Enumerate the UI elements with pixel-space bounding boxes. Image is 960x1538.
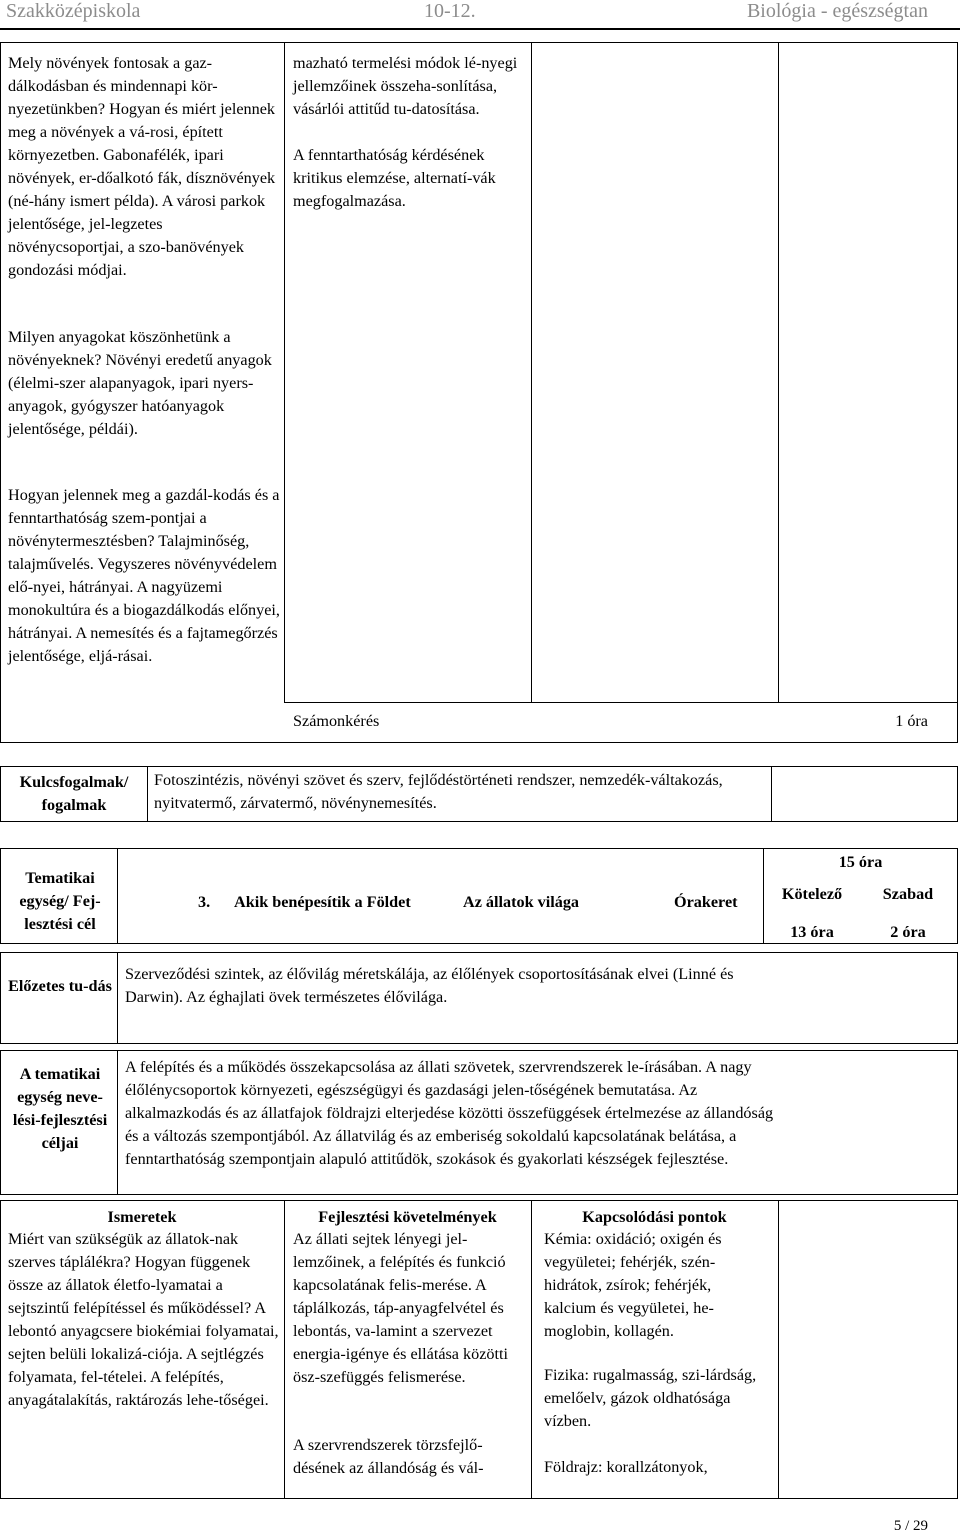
header-subject: Biológia - egészségtan [746,0,928,22]
celjai-text: A felépítés és a működés összekapcsolása az állati szövetek, szervrendszerek le-írásában. A nagy élőlénycsoportok környezeti, egészségügyi és gazdasági jelen-tőségének bemutatása. Az alkalmazkodás és az állatfajok földrajzi elterjedése közötti összefüggések értelmezése az állandóság és a változás szempontjából. Az állatvilág és az emberiség sokoldalú kapcsolatának belátása, a fenntarthatóság szempontjain alapuló attitűdök, szokások és gyakorlati készségek fejlesztése. [125,1058,774,1168]
unit-title-cell [117,848,764,944]
top-col1-para3: Hogyan jelennek meg a gazdál-kodás és a fenntarthatóság szem-pontjai a növénytermesztésben? Talajminőség, talajművelés. Vegyszeres növényvédelem elő-nyei, hátrányai. A nagyüzemi monokultúra és a biogazdálkodás előnyei, hátrányai. A nemesítés és a fajtamegőrzés jelentősége, eljá-rásai. [8,486,280,665]
col-header-fejlesztesi: Fejlesztési követelmények [318,1208,497,1226]
header-grade: 10-12. [424,0,476,22]
elozetes-text-cell [117,952,958,1044]
top-col1-para2: Milyen anyagokat köszönhetünk a növényeknek? Növényi eredetű anyagok (élelmi-szer alapanyagok, ipari nyers-anyagok, gyógyszer hatóanyagok jelentősége, példái). [8,328,272,438]
szamonkeres-label: Számonkérés [293,712,380,730]
unit-label-cell [0,848,118,944]
kulcs-text-cell [147,766,772,822]
celjai-label: A tematikai egység neve-lési-fejlesztési céljai [12,1065,108,1152]
elozetes-text: Szerveződési szintek, az élővilág méretskálája, az élőlények csoportosításának elvei (Linné és Darwin). Az éghajlati övek természetes élővilága. [125,965,734,1006]
kulcs-label-cell [0,766,148,822]
unit-subtitle: Az állatok világa [463,893,580,911]
bottom-fejlesztesi-text-1: Az állati sejtek lényegi jel-lemzőinek, a felépítés és funkció kapcsolatának felis-merése. A táplálkozás, táp-anyagfelvétel és lebontás, va-lamint a szervezet energia-igénye és ellátása közötti ösz-szefüggés felismerése. [293,1230,508,1386]
bottom-ismeretek-text: Miért van szükségük az állatok-nak szerves táplálékra? Hogyan függenek össze az állatok életfo-lyamatai a sejtszintű felépítéssel és működéssel? A lebontó anyagcsere biokémiai folyamatai, sejten belüli lokalizá-ciója. A sejtlégzés folyamata, fel-tételei. A felépítés, anyagátalakítás, raktározás lehe-tőségei. [8,1230,279,1409]
header-school: Szakközépiskola [6,0,141,22]
unit-hours-cell [763,848,958,944]
unit-kotelezo-hours: 13 óra [790,923,834,941]
col-header-kapcsolodasi: Kapcsolódási pontok [582,1208,727,1226]
top-col2-para2: A fenntarthatóság kérdésének kritikus elemzése, alternatí-vák megfogalmazása. [293,146,496,210]
page-number: 5 / 29 [893,1518,928,1534]
celjai-text-cell [117,1050,958,1195]
unit-szabad: Szabad [882,885,934,903]
elozetes-label-cell [0,952,118,1044]
kulcs-text: Fotoszintézis, növényi szövet és szerv, fejlődéstörténeti rendszer, nemzedék-váltakozás, nyitvatermő, zárvatermő, növénynemesítés. [154,771,723,812]
unit-total-hours: 15 óra [838,853,883,871]
bottom-kapcsolodasi-text-2: Fizika: rugalmasság, szi-lárdság, emelőelv, gázok oldhatósága vízben. [544,1366,757,1430]
top-col2-para1: mazható termelési módok lé-nyegi jellemzőinek összeha-sonlítása, vásárlói attitűd tu-datosítása. [293,54,518,118]
header-rule [0,28,960,30]
celjai-label-cell [0,1050,118,1195]
kulcs-label: Kulcsfogalmak/ fogalmak [19,773,129,814]
unit-label: Tematikai egység/ Fej-lesztési cél [19,869,101,933]
unit-number: 3. [198,893,211,911]
elozetes-label: Előzetes tu-dás [8,977,112,995]
unit-kotelezo: Kötelező [781,885,843,903]
unit-title: Akik benépesítik a Földet [234,893,411,911]
page-header [0,0,960,34]
szamonkeres-hours: 1 óra [895,712,928,730]
bottom-fejlesztesi-text-2: A szervrendszerek törzsfejlő-désének az állandóság és vál- [293,1436,484,1477]
top-col1-para1: Mely növények fontosak a gaz-dálkodásban és mindennapi kör-nyezetünkben? Hogyan és miért jelennek meg a növények a vá-rosi, épített környezetben. Gabonafélék, ipari növények, er-dőalkotó fák, dísznövények (né-hány ismert példa). A városi parkok jelentősége, jel-legzetes növénycsoportjai, a szo-banövények gondozási módjai. [8,54,276,279]
unit-szabad-hours: 2 óra [890,923,926,941]
unit-orakeret: Órakeret [674,893,738,911]
bottom-kapcsolodasi-text-3: Földrajz: korallzátonyok, [544,1458,708,1476]
col-header-ismeretek: Ismeretek [107,1208,177,1226]
kulcs-empty-cell [771,766,958,822]
bottom-kapcsolodasi-text-1: Kémia: oxidáció; oxigén és vegyületei; fehérjék, szén-hidrátok, zsírok; fehérjék, kalcium és vegyületei, he-moglobin, kollagén. [544,1230,722,1340]
